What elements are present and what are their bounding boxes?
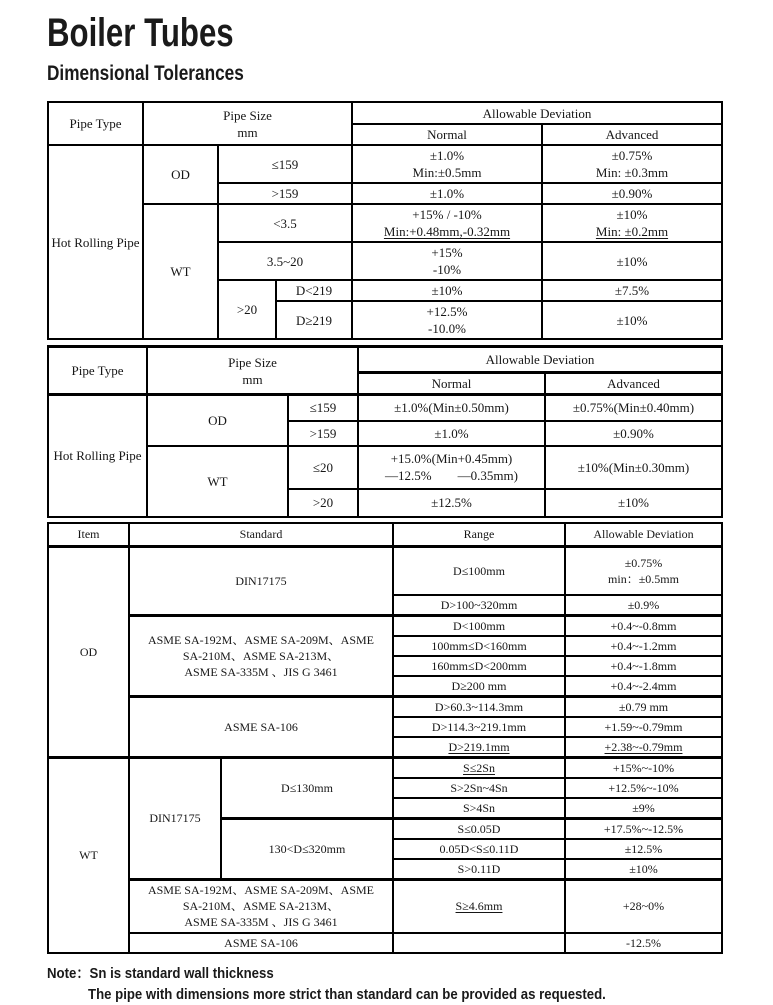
t3-od-asme-r2-range: 100mm≤D<160mm xyxy=(393,636,565,656)
t1-wt-lt35-advanced-l2: Min: ±0.2mm xyxy=(595,224,669,239)
t1-header-allowable-deviation: Allowable Deviation xyxy=(352,102,722,124)
t3-od-asme-r3-range: 160mm≤D<200mm xyxy=(393,656,565,676)
t2-pipe-type-value: Hot Rolling Pipe xyxy=(48,395,147,517)
t1-od-le159-size: ≤159 xyxy=(218,145,352,183)
t3-wt-asme-dev: +28~0% xyxy=(565,879,722,933)
t2-wt-le20-normal xyxy=(358,446,545,489)
t2-wt-gt20-advanced: ±10% xyxy=(545,489,722,517)
t2-wt-le20-normal-l2: —12.5% —0.35mm) xyxy=(385,468,518,483)
notes xyxy=(47,963,721,1005)
t2-od-gt159-advanced: ±0.90% xyxy=(545,421,722,446)
t3-od-din-r1-dev-l2: min：±0.5mm xyxy=(608,571,679,586)
t3-wt-d130-r1-range: S≤2Sn xyxy=(393,757,565,778)
t3-wt-asme-standard-l1: ASME SA-192M、ASME SA-209M、ASME xyxy=(147,883,375,898)
t1-wt-gt20-dlt219-advanced: ±7.5% xyxy=(542,280,722,301)
page-subtitle: Dimensional Tolerances xyxy=(47,62,244,85)
t3-wt-d320-r2-dev: ±12.5% xyxy=(565,839,722,859)
t3-wt-d320-r3-range: S>0.11D xyxy=(393,859,565,880)
t3-wt-sa106-standard: ASME SA-106 xyxy=(129,933,393,953)
t2-wt-gt20-normal: ±12.5% xyxy=(358,489,545,517)
t1-od-le159-advanced xyxy=(542,145,722,183)
t1-od-le159-advanced-l2: Min: ±0.3mm xyxy=(595,165,669,180)
t3-od-asme-r4-range: D≥200 mm xyxy=(393,676,565,697)
t1-header-pipe-size-label: Pipe Size xyxy=(223,107,272,123)
t2-od-label: OD xyxy=(147,395,288,446)
t2-wt-label: WT xyxy=(147,446,288,517)
t2-header-normal: Normal xyxy=(358,373,545,395)
t1-wt-gt20-dge219-size: D≥219 xyxy=(276,301,352,339)
t3-wt-sa106-range-empty xyxy=(393,933,565,953)
t3-wt-asme-standard-l3: ASME SA-335M 、JIS G 3461 xyxy=(184,915,338,930)
t3-od-label: OD xyxy=(48,547,129,758)
t3-od-din-r1-range: D≤100mm xyxy=(393,547,565,595)
t3-od-sa106-r2-range: D>114.3~219.1mm xyxy=(393,717,565,737)
t3-wt-d320-label: 130<D≤320mm xyxy=(221,818,393,879)
t1-pipe-type-value: Hot Rolling Pipe xyxy=(48,145,143,339)
t1-wt-gt20-dge219-advanced: ±10% xyxy=(542,301,722,339)
t3-od-sa106-r3-range: D>219.1mm xyxy=(393,737,565,758)
t1-wt-lt35-size: <3.5 xyxy=(218,204,352,242)
t3-header-range: Range xyxy=(393,523,565,547)
page-title: Boiler Tubes xyxy=(47,11,234,55)
t1-od-label: OD xyxy=(143,145,218,204)
t3-od-sa106-r2-dev: +1.59~-0.79mm xyxy=(565,717,722,737)
t3-wt-d130-r1-dev: +15%~-10% xyxy=(565,757,722,778)
t1-wt-gt20-dge219-normal xyxy=(352,301,542,339)
t1-wt-3520-normal-l1: +15% xyxy=(431,245,463,260)
t3-od-sa106-r1-dev: ±0.79 mm xyxy=(565,696,722,717)
tolerance-table-2 xyxy=(47,345,723,518)
t1-wt-lt35-normal-l1: +15% / -10% xyxy=(412,207,482,222)
t3-od-asme-standard-l2: SA-210M、ASME SA-213M、 xyxy=(182,648,340,663)
t2-wt-gt20-size: >20 xyxy=(288,489,358,517)
t3-od-sa106-r3-dev: +2.38~-0.79mm xyxy=(565,737,722,758)
t2-wt-le20-normal-l1: +15.0%(Min+0.45mm) xyxy=(390,451,513,466)
t3-od-asme-r1-dev: +0.4~-0.8mm xyxy=(565,615,722,636)
t1-wt-lt35-normal-l2: Min:+0.48mm,-0.32mm xyxy=(383,224,511,239)
t2-od-gt159-size: >159 xyxy=(288,421,358,446)
t3-od-din-r2-range: D>100~320mm xyxy=(393,595,565,616)
t2-header-pipe-size-unit: mm xyxy=(242,371,263,387)
t2-od-le159-size: ≤159 xyxy=(288,395,358,421)
t1-header-pipe-type: Pipe Type xyxy=(48,102,143,145)
t3-wt-label: WT xyxy=(48,757,129,953)
t3-wt-asme-standard-l2: SA-210M、ASME SA-213M、 xyxy=(182,899,340,914)
t1-od-le159-normal-l1: ±1.0% xyxy=(429,148,465,163)
t3-od-asme-r1-range: D<100mm xyxy=(393,615,565,636)
t3-od-asme-r2-dev: +0.4~-1.2mm xyxy=(565,636,722,656)
t1-od-le159-advanced-l1: ±0.75% xyxy=(611,148,653,163)
t3-wt-d320-r1-range: S≤0.05D xyxy=(393,818,565,839)
t3-wt-d320-r1-dev: +17.5%~-12.5% xyxy=(565,818,722,839)
t3-od-din-r2-dev: ±0.9% xyxy=(565,595,722,616)
t3-od-asme-standard xyxy=(129,615,393,696)
tolerance-table-3 xyxy=(47,522,723,955)
t1-wt-3520-normal xyxy=(352,242,542,280)
t2-header-pipe-size xyxy=(147,347,358,395)
t1-od-gt159-normal: ±1.0% xyxy=(352,183,542,204)
note-line-1: Note：Sn is standard wall thickness xyxy=(47,965,274,982)
t3-od-asme-standard-l3: ASME SA-335M 、JIS G 3461 xyxy=(184,664,338,679)
t2-od-gt159-normal: ±1.0% xyxy=(358,421,545,446)
t1-wt-3520-size: 3.5~20 xyxy=(218,242,352,280)
t1-header-advanced: Advanced xyxy=(542,124,722,145)
t1-od-le159-normal-l2: Min:±0.5mm xyxy=(412,165,482,180)
t3-od-din-r1-dev-l1: ±0.75% xyxy=(624,555,663,570)
t2-od-le159-advanced: ±0.75%(Min±0.40mm) xyxy=(545,395,722,421)
t3-wt-d130-r3-dev: ±9% xyxy=(565,798,722,819)
t2-wt-le20-size: ≤20 xyxy=(288,446,358,489)
t2-header-pipe-type: Pipe Type xyxy=(48,347,147,395)
t3-wt-d320-r2-range: 0.05D<S≤0.11D xyxy=(393,839,565,859)
note-line-2: The pipe with dimensions more strict than standard can be provided as requested. xyxy=(88,986,606,1003)
t3-wt-d130-r2-dev: +12.5%~-10% xyxy=(565,778,722,798)
t3-od-asme-standard-l1: ASME SA-192M、ASME SA-209M、ASME xyxy=(147,632,375,647)
t1-wt-gt20-dge219-normal-l2: -10.0% xyxy=(428,321,466,336)
t1-wt-gt20-dlt219-normal: ±10% xyxy=(352,280,542,301)
t3-wt-d130-r3-range: S>4Sn xyxy=(393,798,565,819)
t1-wt-gt20-dlt219-size: D<219 xyxy=(276,280,352,301)
t3-wt-din-standard: DIN17175 xyxy=(129,757,221,879)
t1-wt-lt35-normal xyxy=(352,204,542,242)
t1-od-le159-normal xyxy=(352,145,542,183)
t1-wt-lt35-advanced-l1: ±10% xyxy=(616,207,648,222)
t2-header-pipe-size-label: Pipe Size xyxy=(228,354,277,370)
t1-wt-3520-normal-l2: -10% xyxy=(432,262,462,277)
t3-wt-asme-range: S≥4.6mm xyxy=(393,879,565,933)
t3-od-din-standard: DIN17175 xyxy=(129,547,393,616)
t3-wt-d130-label: D≤130mm xyxy=(221,757,393,818)
t2-wt-le20-advanced: ±10%(Min±0.30mm) xyxy=(545,446,722,489)
t1-wt-3520-advanced: ±10% xyxy=(542,242,722,280)
t1-wt-gt20-label: >20 xyxy=(218,280,276,339)
t2-od-le159-normal: ±1.0%(Min±0.50mm) xyxy=(358,395,545,421)
t2-header-advanced: Advanced xyxy=(545,373,722,395)
t1-wt-label: WT xyxy=(143,204,218,339)
t3-wt-sa106-dev: -12.5% xyxy=(565,933,722,953)
t1-od-gt159-advanced: ±0.90% xyxy=(542,183,722,204)
tolerance-table-1 xyxy=(47,101,723,340)
t1-header-pipe-size xyxy=(143,102,352,145)
t1-header-normal: Normal xyxy=(352,124,542,145)
t3-od-sa106-r1-range: D>60.3~114.3mm xyxy=(393,696,565,717)
t3-wt-d130-r2-range: S>2Sn~4Sn xyxy=(393,778,565,798)
t3-od-sa106-standard: ASME SA-106 xyxy=(129,696,393,757)
t3-header-item: Item xyxy=(48,523,129,547)
t2-header-allowable-deviation: Allowable Deviation xyxy=(358,347,722,373)
t3-od-asme-r4-dev: +0.4~-2.4mm xyxy=(565,676,722,697)
t3-header-allowable-deviation: Allowable Deviation xyxy=(565,523,722,547)
t3-wt-asme-standard xyxy=(129,879,393,933)
t3-header-standard: Standard xyxy=(129,523,393,547)
t1-header-pipe-size-unit: mm xyxy=(237,124,258,140)
t3-wt-d320-r3-dev: ±10% xyxy=(565,859,722,880)
t1-wt-gt20-dge219-normal-l1: +12.5% xyxy=(426,304,468,319)
t1-od-gt159-size: >159 xyxy=(218,183,352,204)
t3-od-din-r1-dev xyxy=(565,547,722,595)
t3-od-asme-r3-dev: +0.4~-1.8mm xyxy=(565,656,722,676)
t1-wt-lt35-advanced xyxy=(542,204,722,242)
